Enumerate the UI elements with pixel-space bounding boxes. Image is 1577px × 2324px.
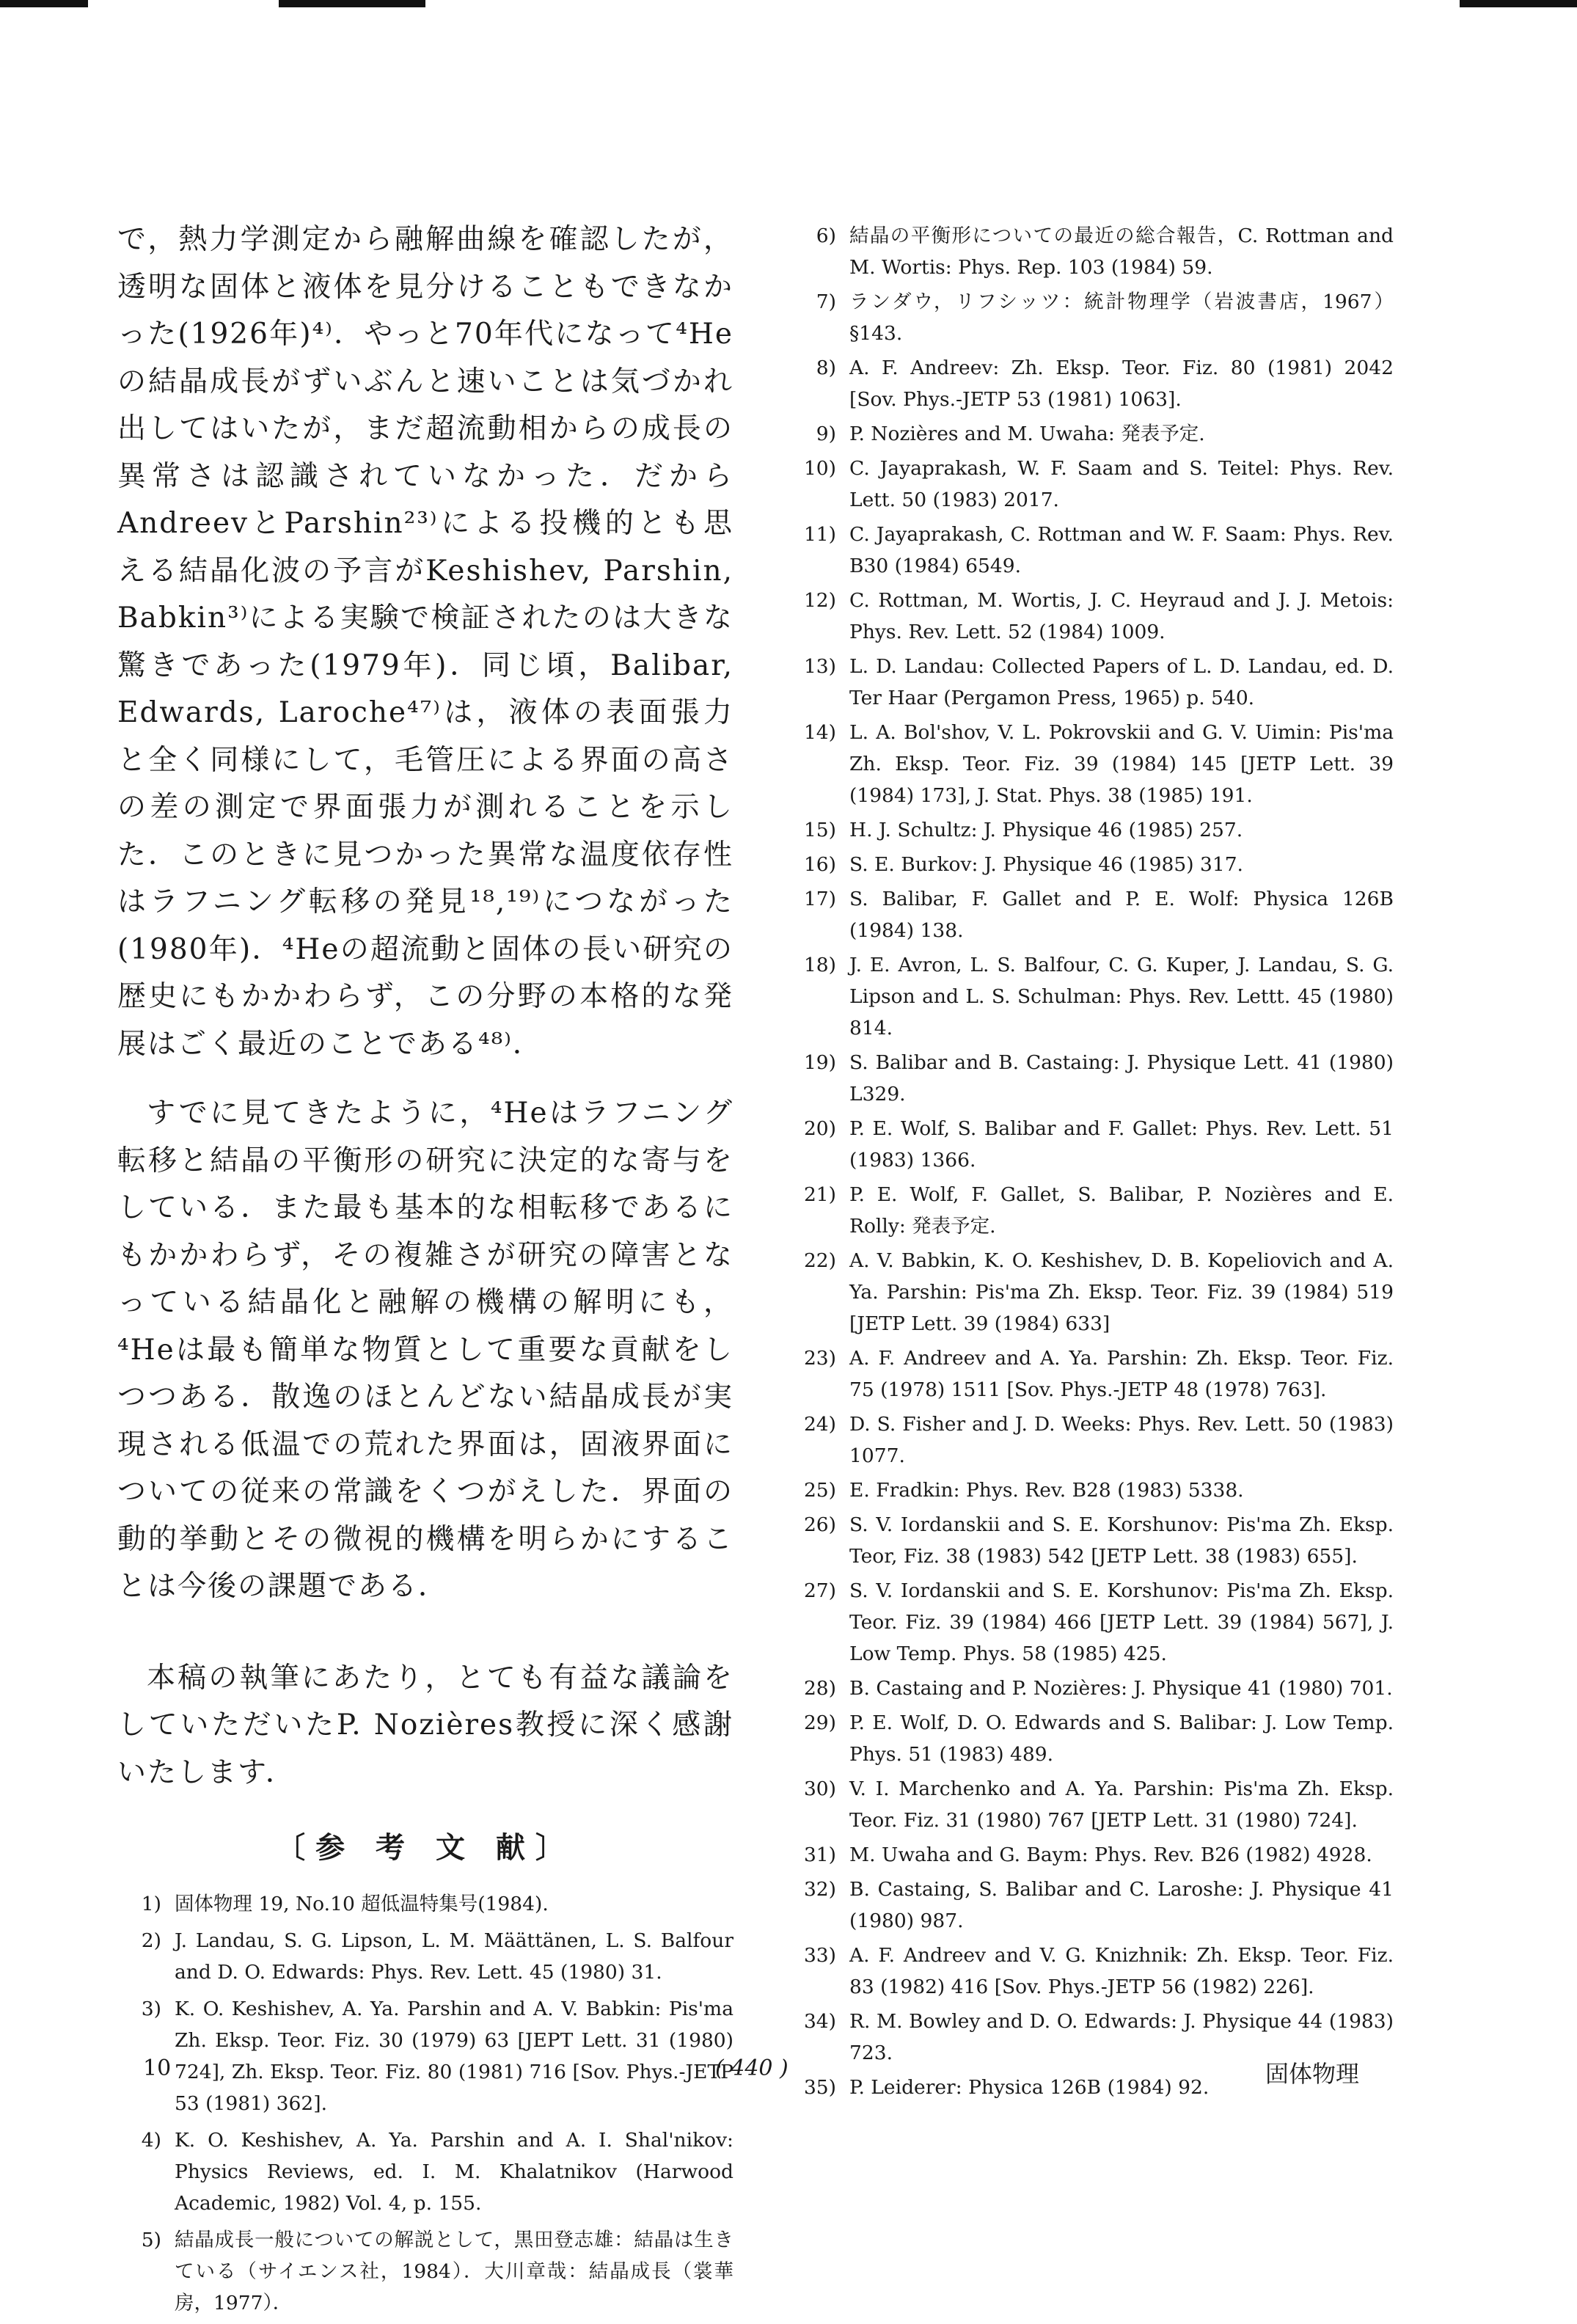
reference-text: C. Jayaprakash, W. F. Saam and S. Teitel: Phys. Rev. Lett. 50 (1983) 2017. (849, 457, 1394, 511)
reference-number: 27) (803, 1579, 836, 1602)
reference-text: A. F. Andreev and V. G. Knizhnik: Zh. Eksp. Teor. Fiz. 83 (1982) 416 [Sov. Phys.-JETP 56 (1982) 226]. (849, 1944, 1394, 1998)
reference-item (792, 453, 1394, 516)
reference-text: C. Rottman, M. Wortis, J. C. Heyraud and J. J. Metois: Phys. Rev. Lett. 52 (1984) 1009. (849, 589, 1394, 643)
reference-item (792, 1575, 1394, 1670)
reference-text: M. Uwaha and G. Baym: Phys. Rev. B26 (1982) 4928. (849, 1844, 1372, 1866)
top-rule-left (0, 0, 88, 7)
reference-text: 結晶の平衡形についての最近の総合報告，C. Rottman and M. Wortis: Phys. Rep. 103 (1984) 59. (849, 224, 1394, 279)
reference-number: 7) (816, 290, 836, 313)
reference-number: 35) (803, 2076, 836, 2099)
reference-text: S. Balibar, F. Gallet and P. E. Wolf: Physica 126B (1984) 138. (849, 888, 1394, 942)
reference-text: K. O. Keshishev, A. Ya. Parshin and A. V. Babkin: Pis'ma Zh. Eksp. Teor. Fiz. 30 (1979) 63 [JEPT Lett. 31 (1980) 724], Zh. Eksp. Teor. Fiz. 80 (1981) 716 [Sov. Phys.-JETP 53 (1981) 362]. (175, 1998, 733, 2115)
reference-text: C. Jayaprakash, C. Rottman and W. F. Saam: Phys. Rev. B30 (1984) 6549. (849, 523, 1394, 577)
reference-number: 15) (803, 819, 836, 841)
reference-number: 2) (141, 1929, 161, 1952)
reference-text: V. I. Marchenko and A. Ya. Parshin: Pis'ma Zh. Eksp. Teor. Fiz. 31 (1980) 767 [JETP Lett. 31 (1980) 724]. (849, 1777, 1394, 1832)
reference-text: R. M. Bowley and D. O. Edwards: J. Physique 44 (1983) 723. (849, 2010, 1394, 2064)
reference-item (792, 849, 1394, 880)
reference-text: S. V. Iordanskii and S. E. Korshunov: Pis'ma Zh. Eksp. Teor, Fiz. 38 (1983) 542 [JETP Lett. 38 (1983) 655]. (849, 1513, 1394, 1568)
reference-item (792, 1475, 1394, 1506)
reference-item (792, 949, 1394, 1044)
reference-number: 8) (816, 357, 836, 379)
reference-item (792, 418, 1394, 450)
body-paragraph-1: で，熱力学測定から融解曲線を確認したが，透明な固体と液体を見分けることもできなかった(1926年)⁴⁾．やっと70年代になって⁴Heの結晶成長がずいぶんと速いことは気づかれ出してはいたが，まだ超流動相からの成長の異常さは認識されていなかった．だからAndreevとParshin²³⁾による投機的とも思える結晶化波の予言がKeshishev, Parshin, Babkin³⁾による実験で検証されたのは大きな驚きであった(1979年)．同じ頃，Balibar, Edwards, Laroche⁴⁷⁾は，液体の表面張力と全く同様にして，毛管圧による界面の高さの差の測定で界面張力が測れることを示した．このときに見つかった異常な温度依存性はラフニング転移の発見¹⁸,¹⁹⁾につながった(1980年)．⁴Heの超流動と固体の長い研究の歴史にもかかわらず，この分野の本格的な発展はごく最近のことである⁴⁸⁾． (117, 223, 733, 1061)
reference-item (792, 1773, 1394, 1836)
reference-text: B. Castaing, S. Balibar and C. Laroshe: J. Physique 41 (1980) 987. (849, 1878, 1394, 1932)
reference-number: 23) (803, 1347, 836, 1370)
reference-number: 17) (803, 888, 836, 910)
reference-item (792, 1047, 1394, 1110)
reference-item (792, 1179, 1394, 1242)
reference-number: 18) (803, 954, 836, 976)
reference-number: 34) (803, 2010, 836, 2033)
reference-item (792, 717, 1394, 811)
reference-number: 21) (803, 1183, 836, 1206)
reference-number: 6) (816, 224, 836, 247)
reference-number: 3) (141, 1998, 161, 2020)
reference-item (792, 1342, 1394, 1406)
reference-number: 31) (803, 1844, 836, 1866)
reference-number: 4) (141, 2129, 161, 2152)
reference-text: P. E. Wolf, S. Balibar and F. Gallet: Phys. Rev. Lett. 51 (1983) 1366. (849, 1117, 1394, 1172)
reference-number: 16) (803, 853, 836, 876)
reference-number: 29) (803, 1711, 836, 1734)
reference-number: 28) (803, 1677, 836, 1700)
reference-item (792, 814, 1394, 846)
reference-item (792, 1509, 1394, 1572)
reference-number: 30) (803, 1777, 836, 1800)
reference-item (792, 519, 1394, 582)
reference-text: P. E. Wolf, F. Gallet, S. Balibar, P. Nozières and E. Rolly: 発表予定. (849, 1183, 1394, 1238)
right-column (792, 220, 1394, 2106)
reference-text: E. Fradkin: Phys. Rev. B28 (1983) 5338. (849, 1479, 1244, 1502)
reference-text: A. F. Andreev: Zh. Eksp. Teor. Fiz. 80 (1981) 2042 [Sov. Phys.-JETP 53 (1981) 1063]. (849, 357, 1394, 411)
reference-item (792, 286, 1394, 349)
reference-number: 32) (803, 1878, 836, 1901)
reference-text: S. E. Burkov: J. Physique 46 (1985) 317. (849, 853, 1243, 876)
reference-number: 20) (803, 1117, 836, 1140)
reference-item (792, 1245, 1394, 1340)
reference-item (792, 1839, 1394, 1871)
page-number: 10 (143, 2056, 172, 2081)
reference-item (792, 1940, 1394, 2003)
reference-item (792, 1408, 1394, 1472)
reference-text: 固体物理 19, No.10 超低温特集号(1984). (175, 1893, 549, 1915)
reference-text: S. V. Iordanskii and S. E. Korshunov: Pis'ma Zh. Eksp. Teor. Fiz. 39 (1984) 466 [JETP Lett. 39 (1984) 567], J. Low Temp. Phys. 58 (1985) 425. (849, 1579, 1394, 1665)
references-heading: 〔参 考 文 献〕 (276, 1830, 575, 1865)
reference-number: 19) (803, 1051, 836, 1074)
reference-text: J. Landau, S. G. Lipson, L. M. Määttänen, L. S. Balfour and D. O. Edwards: Phys. Rev. Lett. 45 (1980) 31. (175, 1929, 733, 1984)
reference-item (117, 1888, 733, 1920)
body-paragraph-2: すでに見てきたように，⁴Heはラフニング転移と結晶の平衡形の研究に決定的な寄与をしている．また最も基本的な相転移であるにもかかわらず，その複雑さが研究の障害となっている結晶化と融解の機構の解明にも，⁴Heは最も簡単な物質として重要な貢献をしつつある．散逸のほとんどない結晶成長が実現される低温での荒れた界面は，固液界面についての従来の常識をくつがえした．界面の動的挙動とその微視的機構を明らかにすることは今後の課題である． (117, 1097, 733, 1603)
reference-item (792, 1113, 1394, 1176)
top-rule-right (1460, 0, 1577, 7)
reference-text: B. Castaing and P. Nozières: J. Physique 41 (1980) 701. (849, 1677, 1393, 1700)
reference-number: 33) (803, 1944, 836, 1967)
reference-text: 結晶成長一般についての解説として，黒田登志雄：結晶は生きている（サイエンス社，1984）．大川章哉：結晶成長（裳華房，1977）． (175, 2229, 733, 2314)
reference-item (792, 1673, 1394, 1704)
footer-center-number: ( 440 ) (715, 2056, 789, 2081)
reference-item (117, 2124, 733, 2219)
reference-item (792, 352, 1394, 415)
reference-number: 9) (816, 423, 836, 445)
reference-item (792, 1707, 1394, 1770)
reference-item (117, 1993, 733, 2119)
reference-number: 12) (803, 589, 836, 612)
journal-name: 固体物理 (1265, 2060, 1360, 2088)
reference-number: 1) (141, 1893, 161, 1915)
reference-number: 11) (803, 523, 836, 546)
top-border (0, 0, 1577, 10)
reference-number: 24) (803, 1413, 836, 1436)
reference-text: A. F. Andreev and A. Ya. Parshin: Zh. Eksp. Teor. Fiz. 75 (1978) 1511 [Sov. Phys.-JETP 48 (1978) 763]. (849, 1347, 1394, 1401)
body-text (117, 216, 733, 1797)
reference-text: A. V. Babkin, K. O. Keshishev, D. B. Kopeliovich and A. Ya. Parshin: Pis'ma Zh. Eksp. Teor. Fiz. 39 (1984) 519 [JETP Lett. 39 (1984) 633] (849, 1249, 1394, 1335)
reference-text: L. D. Landau: Collected Papers of L. D. Landau, ed. D. Ter Haar (Pergamon Press, 1965) p. 540. (849, 655, 1394, 709)
reference-item (792, 585, 1394, 648)
reference-text: J. E. Avron, L. S. Balfour, C. G. Kuper, J. Landau, S. G. Lipson and L. S. Schulman: Phys. Rev. Lettt. 45 (1980) 814. (849, 954, 1394, 1039)
reference-number: 10) (803, 457, 836, 480)
reference-number: 13) (803, 655, 836, 678)
reference-item (792, 1874, 1394, 1937)
reference-text: D. S. Fisher and J. D. Weeks: Phys. Rev. Lett. 50 (1983) 1077. (849, 1413, 1394, 1467)
reference-text: ランダウ，リフシッツ：統計物理学（岩波書店，1967）§143. (849, 290, 1394, 345)
reference-number: 25) (803, 1479, 836, 1502)
reference-text: P. Nozières and M. Uwaha: 発表予定. (849, 423, 1205, 445)
reference-text: S. Balibar and B. Castaing: J. Physique Lett. 41 (1980) L329. (849, 1051, 1394, 1106)
top-rule-mid (279, 0, 425, 7)
reference-number: 26) (803, 1513, 836, 1536)
reference-text: K. O. Keshishev, A. Ya. Parshin and A. I. Shal'nikov: Physics Reviews, ed. I. M. Khalatnikov (Harwood Academic, 1982) Vol. 4, p. 155. (175, 2129, 733, 2215)
reference-text: P. Leiderer: Physica 126B (1984) 92. (849, 2076, 1210, 2099)
reference-item (792, 220, 1394, 283)
reference-item (792, 883, 1394, 946)
references-list-right (792, 220, 1394, 2103)
reference-text: H. J. Schultz: J. Physique 46 (1985) 257. (849, 819, 1243, 841)
reference-item (792, 651, 1394, 714)
reference-number: 22) (803, 1249, 836, 1272)
references-list-left (117, 1888, 733, 2319)
reference-text: P. E. Wolf, D. O. Edwards and S. Balibar: J. Low Temp. Phys. 51 (1983) 489. (849, 1711, 1394, 1766)
reference-text: L. A. Bol'shov, V. L. Pokrovskii and G. V. Uimin: Pis'ma Zh. Eksp. Teor. Fiz. 39 (1984) 145 [JETP Lett. 39 (1984) 173], J. Stat. Phys. 38 (1985) 191. (849, 721, 1394, 807)
reference-item (117, 1925, 733, 1988)
left-column (117, 216, 733, 2324)
reference-number: 14) (803, 721, 836, 744)
acknowledgement-paragraph: 本稿の執筆にあたり，とても有益な議論をしていただいたP. Nozières教授に深く感謝いたします． (117, 1661, 733, 1789)
reference-item (117, 2224, 733, 2319)
reference-number: 5) (141, 2229, 161, 2251)
